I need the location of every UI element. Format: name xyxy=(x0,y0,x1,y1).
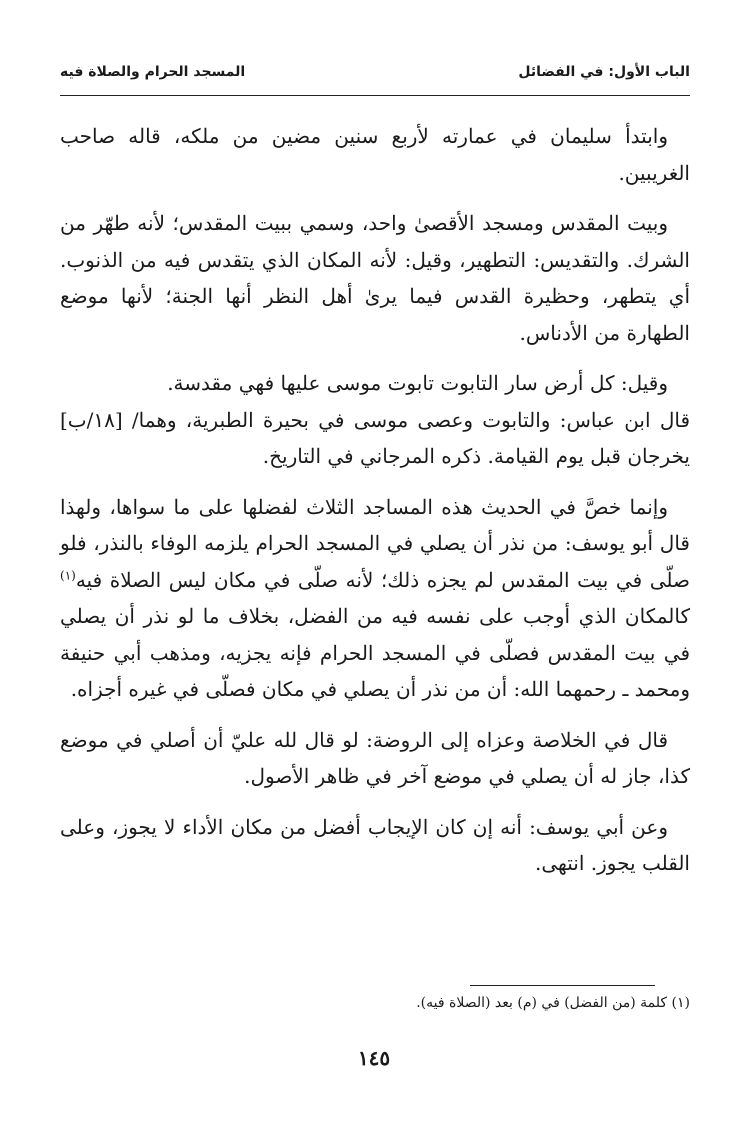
paragraph: قال في الخلاصة وعزاه إلى الروضة: لو قال لله عليّ أن أصلي في موضع كذا، جاز له أن يصلي في موضع آخر في ظاهر الأصول. xyxy=(60,727,690,788)
footnote-rule xyxy=(470,985,655,986)
header-rule xyxy=(60,95,690,96)
footnote-marker[interactable]: (١) xyxy=(60,567,76,582)
paragraph-text-before-footnote: وإنما خصَّ في الحديث هذه المساجد الثلاث لفضلها على ما سواها، ولهذا قال أبو يوسف: من نذر أن يصلي في المسجد الحرام يلزمه الوفاء بالنذر، فلو صلّى في بيت المقدس لم يجزه ذلك؛ لأنه صلّى في مكان ليس الصلاة فيه xyxy=(60,494,690,592)
main-text xyxy=(60,118,690,896)
paragraph xyxy=(60,489,690,708)
paragraph: وعن أبي يوسف: أنه إن كان الإيجاب أفضل من مكان الأداء لا يجوز، وعلى القلب يجوز. انتهى. xyxy=(60,814,690,875)
running-header xyxy=(60,58,690,94)
page-number: ١٤٥ xyxy=(357,1046,391,1070)
section-title: المسجد الحرام والصلاة فيه xyxy=(60,64,246,80)
paragraph: قال ابن عباس: والتابوت وعصى موسى في بحيرة الطبرية، وهما/ [١٨/ب] يخرجان قبل يوم القيامة. ذكره المرجاني في التاريخ. xyxy=(60,407,690,468)
paragraph: وابتدأ سليمان في عمارته لأربع سنين مضين من ملكه، قاله صاحب الغريبين. xyxy=(60,124,690,185)
chapter-title: الباب الأول: في الفضائل xyxy=(518,64,690,80)
footnote: (١) كلمة (من الفضل) في (م) بعد (الصلاة فيه). xyxy=(416,995,690,1011)
paragraph: وبيت المقدس ومسجد الأقصىٰ واحد، وسمي ببيت المقدس؛ لأنه طهّر من الشرك. والتقديس: التطهير، وقيل: لأنه المكان الذي يتقدس فيه من الذنوب. أي يتطهر، وحظيرة القدس فيما يرىٰ أهل النظر أنها الجنة؛ لأنها موضع الطهارة من الأدناس. xyxy=(60,211,690,345)
paragraph: وقيل: كل أرض سار التابوت تابوت موسى عليها فهي مقدسة. xyxy=(167,371,668,395)
paragraph-text-after-footnote: كالمكان الذي أوجب على نفسه فيه من الفضل، بخلاف ما لو نذر أن يصلي في بيت المقدس فصلّى في المسجد الحرام فإنه يجزيه، ومذهب أبي حنيفة ومحمد ـ رحمهما الله: أن من نذر أن يصلي في مكان فصلّى في غيره أجزاه. xyxy=(60,604,690,701)
